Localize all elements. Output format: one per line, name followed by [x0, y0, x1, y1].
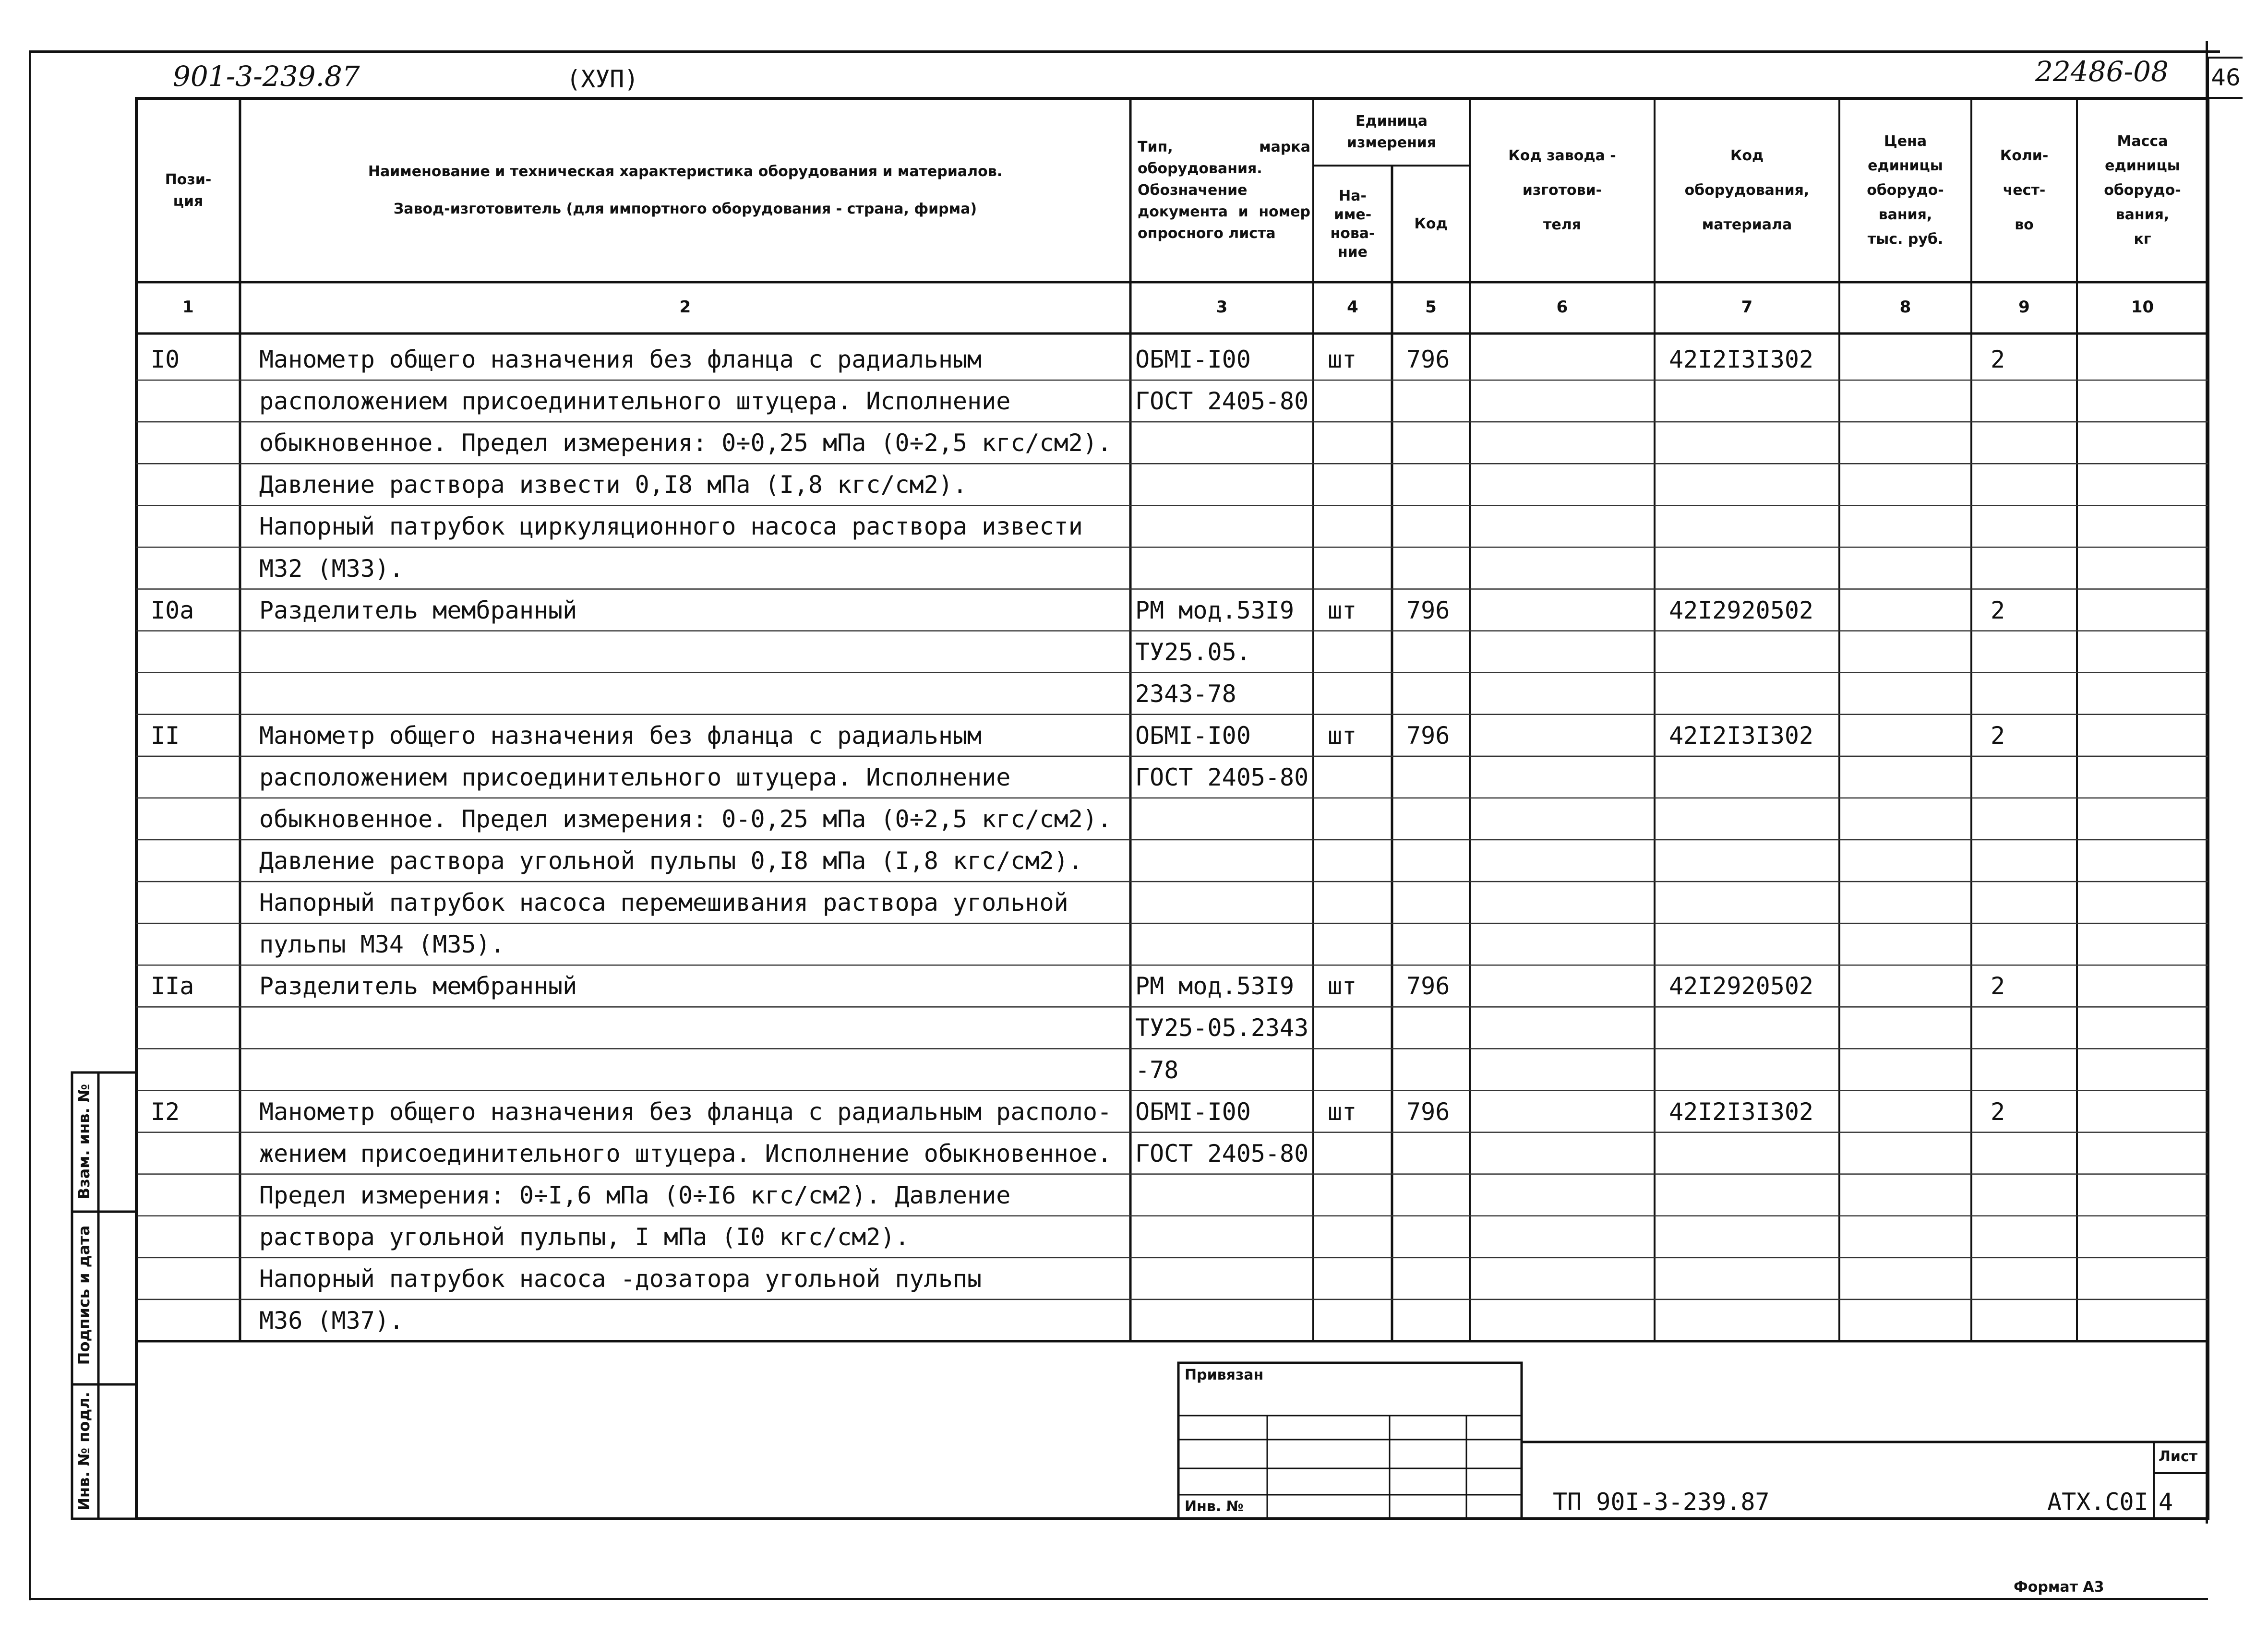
cell-type: -78 — [1135, 1056, 1179, 1084]
column-number: 6 — [1556, 298, 1568, 317]
cell-name: расположением присоединительного штуцера. Исполнение — [259, 763, 1011, 791]
header-position: Пози- ция — [165, 171, 212, 210]
cell-unit-name: шт — [1328, 972, 1357, 1001]
cell-position: I0 — [151, 345, 180, 374]
cell-equipment-code: 42I2I3I302 — [1669, 345, 1814, 374]
header-mass: Масса единицы оборудо- вания, кг — [2104, 133, 2181, 248]
cell-name: жением присоединительного штуцера. Исполнение обыкновенное. — [259, 1139, 1112, 1167]
header-unit-name: На- име- нова- ние — [1330, 187, 1375, 261]
header-factory-code: Код завода - изготови- теля — [1508, 147, 1616, 233]
cell-name: обыкновенное. Предел измерения: 0÷0,25 мПа (0÷2,5 кгс/см2). — [259, 429, 1112, 457]
cell-equipment-code: 42I2920502 — [1669, 596, 1814, 624]
cell-quantity: 2 — [1991, 345, 2005, 374]
stamp-sheet-number: 4 — [2159, 1488, 2173, 1516]
cell-name: раствора угольной пульпы, I мПа (I0 кгс/см2). — [259, 1223, 910, 1251]
cell-name: М36 (М37). — [259, 1307, 404, 1335]
header-name: Наименование и техническая характеристика оборудования и материалов. Завод-изготовитель (для импортного оборудования - страна, фирма) — [368, 163, 1003, 217]
column-number: 1 — [182, 298, 194, 317]
cell-name: пульпы М34 (М35). — [259, 930, 505, 959]
cell-unit-code: 796 — [1406, 721, 1450, 750]
stamp-inv-number: Инв. № — [1185, 1498, 1244, 1515]
cell-unit-code: 796 — [1406, 596, 1450, 624]
header-quantity: Коли- чест- во — [2000, 147, 2049, 233]
header-unit: Единица измерения — [1346, 113, 1437, 151]
cell-name: Напорный патрубок насоса перемешивания раствора угольной — [259, 889, 1068, 917]
cell-position: IIа — [151, 972, 194, 1001]
stamp-code: АТХ.С0I — [2047, 1488, 2148, 1516]
cell-name: Напорный патрубок циркуляционного насоса раствора извести — [259, 512, 1083, 541]
cell-equipment-code: 42I2920502 — [1669, 972, 1814, 1001]
column-number: 9 — [2018, 298, 2030, 317]
cell-type: ГОСТ 2405-80 — [1135, 1139, 1309, 1167]
stamp-sheet-label: Лист — [2159, 1448, 2198, 1465]
inventory-code: 22486-08 — [2035, 55, 2169, 88]
cell-position: I2 — [151, 1097, 180, 1126]
cell-position: II — [151, 721, 180, 750]
cell-name: Давление раствора извести 0,I8 мПа (I,8 кгс/см2). — [259, 471, 968, 499]
cell-name: Разделитель мембранный — [259, 596, 577, 624]
cell-unit-name: шт — [1328, 1097, 1357, 1126]
cell-type: ОБМI-I00 — [1135, 1097, 1251, 1126]
header-equipment-code: Код оборудования, материала — [1684, 147, 1810, 233]
cell-unit-code: 796 — [1406, 345, 1450, 374]
column-number: 2 — [679, 298, 691, 317]
cell-type: 2343-78 — [1135, 679, 1236, 708]
page-number: 46 — [2207, 57, 2243, 99]
cell-quantity: 2 — [1991, 972, 2005, 1001]
cell-type: ТУ25-05.2343 — [1135, 1014, 1309, 1042]
cell-equipment-code: 42I2I3I302 — [1669, 1097, 1814, 1126]
cell-type: РМ мод.53I9 — [1135, 596, 1295, 624]
doc-code: 901-3-239.87 — [173, 60, 360, 93]
cell-type: ТУ25.05. — [1135, 638, 1251, 666]
column-number: 4 — [1347, 298, 1358, 317]
cell-name: Предел измерения: 0÷I,6 мПа (0÷I6 кгс/см2). Давление — [259, 1181, 1011, 1209]
cell-unit-code: 796 — [1406, 972, 1450, 1001]
cell-name: расположением присоединительного штуцера. Исполнение — [259, 387, 1011, 416]
column-number: 10 — [2131, 298, 2154, 317]
cell-type: РМ мод.53I9 — [1135, 972, 1295, 1001]
cell-equipment-code: 42I2I3I302 — [1669, 721, 1814, 750]
cell-name: Манометр общего назначения без фланца с радиальным — [259, 345, 982, 374]
cell-type: ГОСТ 2405-80 — [1135, 763, 1309, 791]
format-label: Формат А3 — [2014, 1579, 2104, 1596]
cell-quantity: 2 — [1991, 596, 2005, 624]
column-number: 5 — [1425, 298, 1437, 317]
cell-name: обыкновенное. Предел измерения: 0-0,25 мПа (0÷2,5 кгс/см2). — [259, 805, 1112, 834]
cell-quantity: 2 — [1991, 1097, 2005, 1126]
cell-name: Разделитель мембранный — [259, 972, 577, 1001]
cell-name: Напорный патрубок насоса -дозатора угольной пульпы — [259, 1264, 982, 1293]
side-label-replacement-inv: Взам. инв. № — [75, 1084, 93, 1200]
cell-type: ОБМI-I00 — [1135, 345, 1251, 374]
cell-unit-code: 796 — [1406, 1097, 1450, 1126]
stamp-privyazan: Привязан — [1185, 1367, 1264, 1383]
cell-unit-name: шт — [1328, 596, 1357, 624]
section-label: (ХУП) — [566, 65, 639, 93]
cell-name: Давление раствора угольной пульпы 0,I8 мПа (I,8 кгс/см2). — [259, 847, 1083, 875]
header-price: Цена единицы оборудо- вания, тыс. руб. — [1867, 133, 1944, 248]
cell-name: Манометр общего назначения без фланца с радиальным — [259, 721, 982, 750]
cell-name: М32 (М33). — [259, 554, 404, 583]
column-number: 3 — [1216, 298, 1228, 317]
cell-unit-name: шт — [1328, 345, 1357, 374]
side-label-signature-date: Подпись и дата — [75, 1225, 93, 1365]
cell-type: ОБМI-I00 — [1135, 721, 1251, 750]
header-unit-code: Код — [1414, 215, 1448, 232]
column-number: 7 — [1741, 298, 1753, 317]
side-label-original-inv: Инв. № подл. — [75, 1392, 93, 1511]
cell-unit-name: шт — [1328, 721, 1357, 750]
cell-quantity: 2 — [1991, 721, 2005, 750]
stamp-doc-title: ТП 90I-3-239.87 — [1553, 1488, 1770, 1516]
cell-type: ГОСТ 2405-80 — [1135, 387, 1309, 416]
column-number: 8 — [1899, 298, 1911, 317]
cell-name: Манометр общего назначения без фланца с радиальным располо- — [259, 1097, 1112, 1126]
cell-position: I0а — [151, 596, 194, 624]
header-type: Тип, марка оборудования. Обозначение документа и номер опросного листа — [1138, 139, 1310, 242]
